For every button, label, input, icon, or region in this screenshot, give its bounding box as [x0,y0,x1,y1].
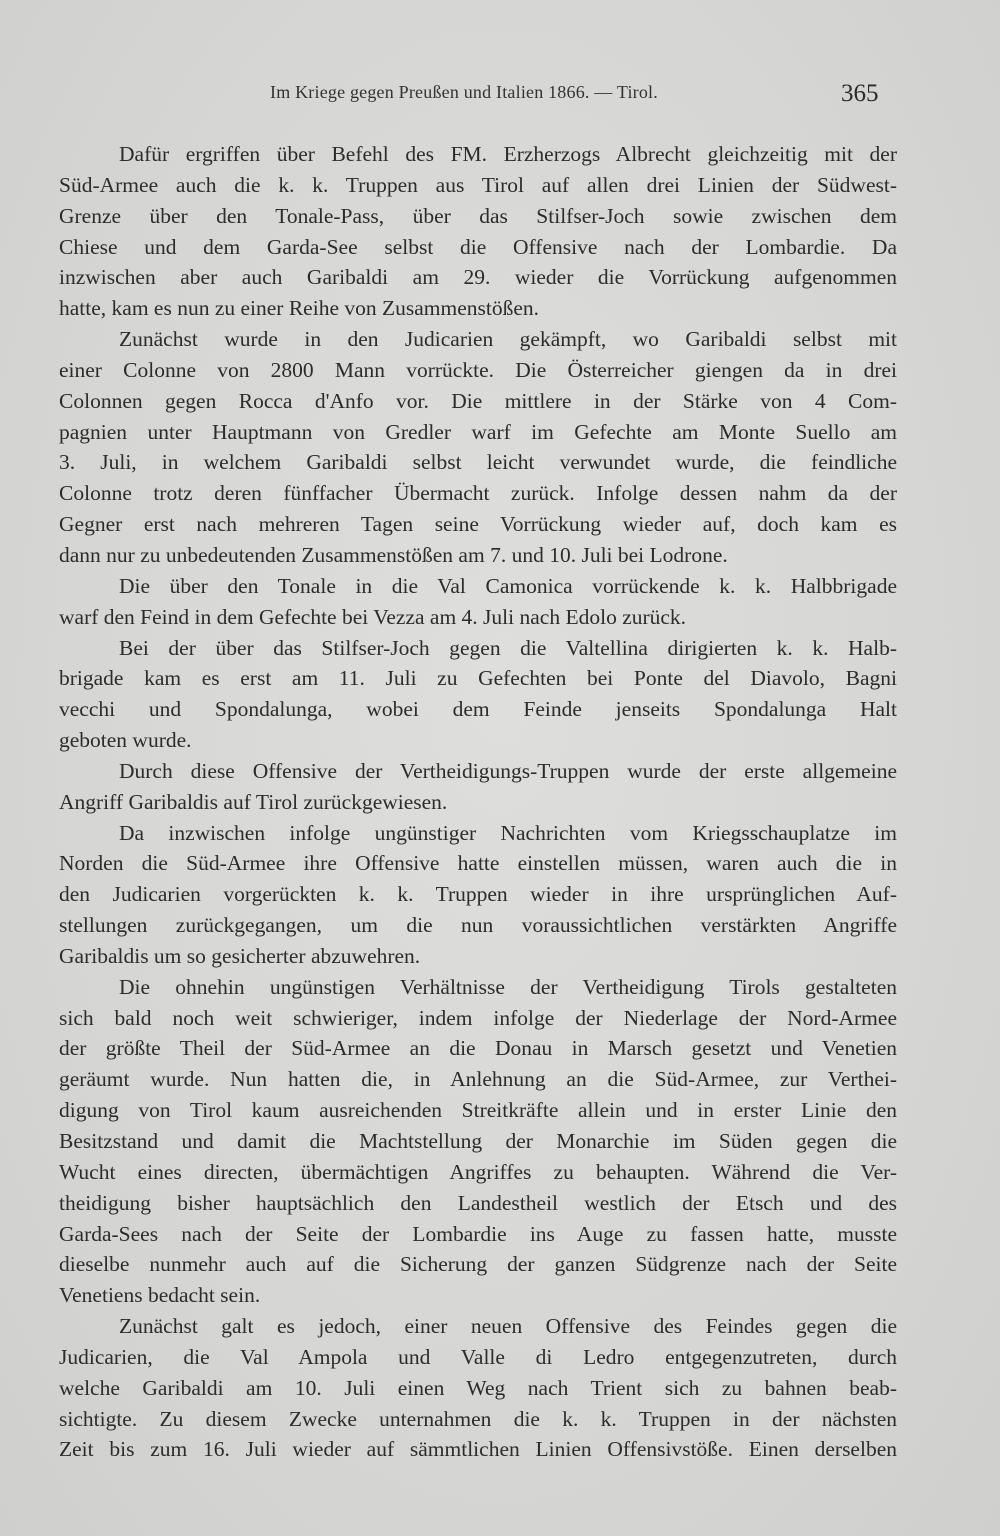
text-line: Zeit bis zum 16. Juli wieder auf sämmtlichen Linien Offensivstöße. Einen derselben [59,1437,897,1462]
text-line: Angriff Garibaldis auf Tirol zurückgewiesen. [59,789,448,814]
text-line: Bei der über das Stilfser-Joch gegen die Valtellina dirigierten k. k. Halb- [119,635,897,660]
text-line: Durch diese Offensive der Vertheidigungs-Truppen wurde der erste allgemeine [119,758,897,783]
text-line: theidigung bisher hauptsächlich den Landestheil westlich der Etsch und des [59,1190,897,1215]
text-line: warf den Feind in dem Gefechte bei Vezza am 4. Juli nach Edolo zurück. [59,604,687,629]
running-head-title: Im Kriege gegen Preußen und Italien 1866. — Tirol. [270,82,658,102]
text-line: Venetiens bedacht sein. [59,1283,261,1308]
text-line: sich bald noch weit schwieriger, indem infolge der Niederlage der Nord-Armee [59,1005,897,1030]
text-line: brigade kam es erst am 11. Juli zu Gefechten bei Ponte del Diavolo, Bagni [59,666,897,691]
text-line: sichtigte. Zu diesem Zwecke unternahmen die k. k. Truppen in der nächsten [59,1406,897,1431]
text-line: der größte Theil der Süd-Armee an die Donau in Marsch gesetzt und Venetien [59,1036,897,1061]
text-line: geräumt wurde. Nun hatten die, in Anlehnung an die Süd-Armee, zur Verthei- [59,1067,897,1092]
text-line: Süd-Armee auch die k. k. Truppen aus Tirol auf allen drei Linien der Südwest- [59,172,897,197]
text-line: welche Garibaldi am 10. Juli einen Weg nach Trient sich zu bahnen beab- [59,1375,897,1400]
text-line: Colonnen gegen Rocca d'Anfo vor. Die mittlere in der Stärke von 4 Com- [59,388,897,413]
text-line: inzwischen aber auch Garibaldi am 29. wieder die Vorrückung aufgenommen [59,265,897,290]
text-line: den Judicarien vorgerückten k. k. Truppen wieder in ihre ursprünglichen Auf- [59,882,897,907]
text-line: Garibaldis um so gesicherter abzuwehren. [59,943,421,968]
text-line: Gegner erst nach mehreren Tagen seine Vorrückung wieder auf, doch kam es [59,512,897,537]
body-text [59,139,897,1465]
text-line: Die über den Tonale in die Val Camonica vorrückende k. k. Halbbrigade [119,573,897,598]
text-line: stellungen zurückgegangen, um die nun voraussichtlichen verstärkten Angriffe [59,913,897,938]
text-line: Colonne trotz deren fünffacher Übermacht zurück. Infolge dessen nahm da der [59,481,897,506]
text-line: Judicarien, die Val Ampola und Valle di Ledro entgegenzutreten, durch [59,1344,897,1369]
text-line: digung von Tirol kaum ausreichenden Streitkräfte allein und in erster Linie den [59,1098,897,1123]
text-line: geboten wurde. [59,728,192,753]
text-line: Garda-Sees nach der Seite der Lombardie ins Auge zu fassen hatte, musste [59,1221,897,1246]
text-line: Dafür ergriffen über Befehl des FM. Erzherzogs Albrecht gleichzeitig mit der [119,142,897,166]
text-line: Besitzstand und damit die Machtstellung der Monarchie im Süden gegen die [59,1129,897,1153]
text-line: Wucht eines directen, übermächtigen Angriffes zu behaupten. Während die Ver- [59,1159,897,1184]
text-line: Die ohnehin ungünstigen Verhältnisse der Vertheidigung Tirols gestalteten [119,974,897,999]
text-line: Norden die Süd-Armee ihre Offensive hatte einstellen müssen, waren auch die in [59,851,897,876]
text-line: Da inzwischen infolge ungünstiger Nachrichten vom Kriegsschauplatze im [119,820,897,845]
text-line: hatte, kam es nun zu einer Reihe von Zusammenstößen. [59,296,540,321]
text-line: Grenze über den Tonale-Pass, über das Stilfser-Joch sowie zwischen dem [59,203,897,228]
text-line: vecchi und Spondalunga, wobei dem Feinde jenseits Spondalunga Halt [59,697,897,722]
text-line: 3. Juli, in welchem Garibaldi selbst leicht verwundet wurde, die feindliche [59,450,897,475]
text-line: dann nur zu unbedeutenden Zusammenstößen am 7. und 10. Juli bei Lodrone. [59,542,728,567]
page-number: 365 [841,80,879,107]
text-line: pagnien unter Hauptmann von Gredler warf im Gefechte am Monte Suello am [59,419,897,444]
text-line: einer Colonne von 2800 Mann vorrückte. Die Österreicher giengen da in drei [59,357,897,382]
text-line: Zunächst galt es jedoch, einer neuen Offensive des Feindes gegen die [119,1314,897,1339]
text-line: dieselbe nunmehr auch auf die Sicherung der ganzen Südgrenze nach der Seite [59,1252,897,1277]
text-line: Chiese und dem Garda-See selbst die Offensive nach der Lombardie. Da [59,234,897,259]
text-line: Zunächst wurde in den Judicarien gekämpft, wo Garibaldi selbst mit [119,327,897,352]
